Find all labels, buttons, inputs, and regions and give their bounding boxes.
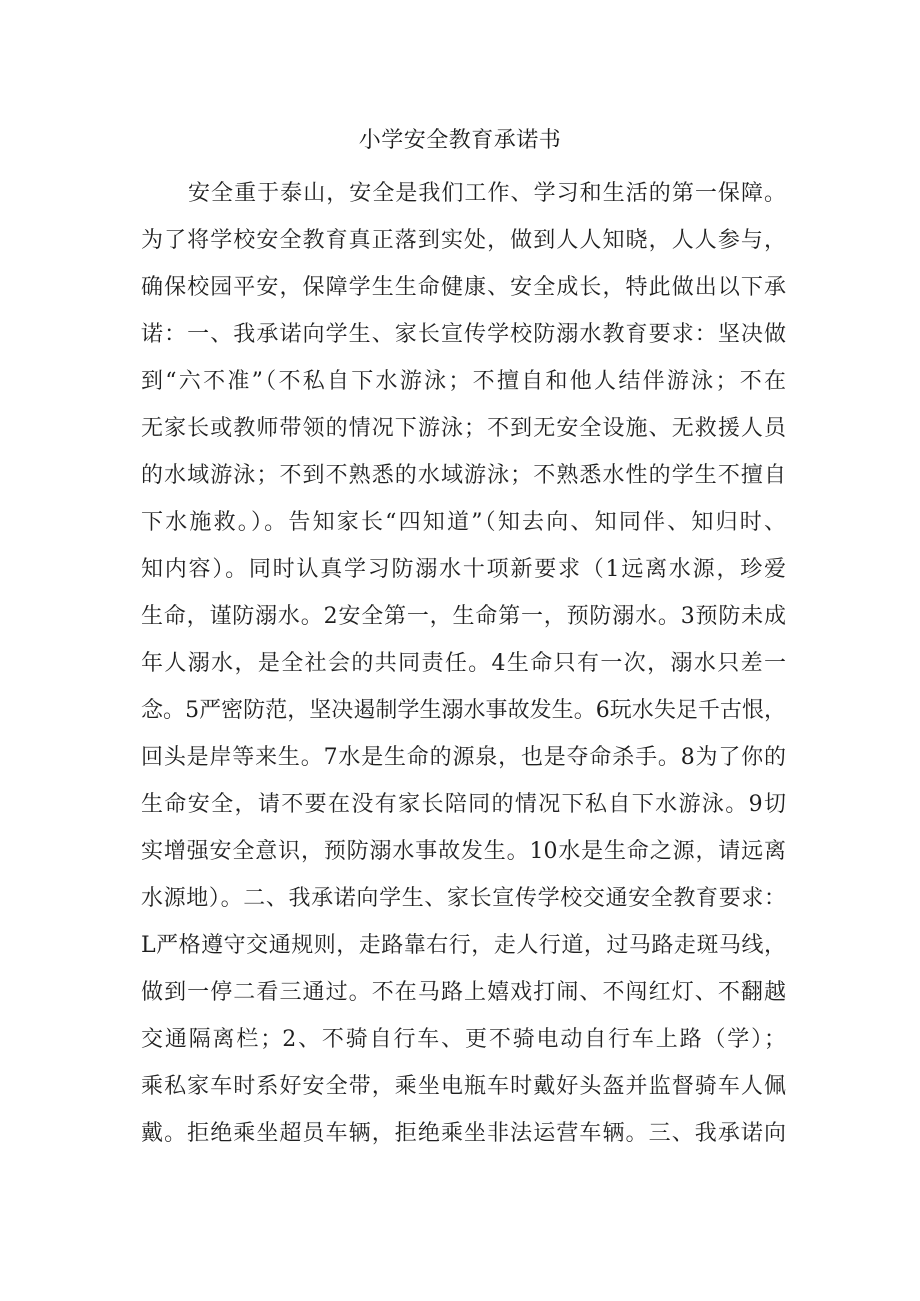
paragraph-line: 回头是岸等来生。7水是生命的源泉，也是夺命杀手。8为了你的 [141, 745, 786, 770]
document-body [141, 170, 786, 1157]
paragraph-line: 生命安全，请不要在没有家长陪同的情况下私自下水游泳。9切 [141, 792, 786, 817]
paragraph-line: 戴。拒绝乘坐超员车辆，拒绝乘坐非法运营车辆。三、我承诺向 [141, 1121, 786, 1146]
paragraph-line: 念。5严密防范，坚决遏制学生溺水事故发生。6玩水失足千古恨， [141, 698, 786, 723]
paragraph-line: 做到一停二看三通过。不在马路上嬉戏打闹、不闯红灯、不翻越 [141, 980, 786, 1005]
paragraph-line: 下水施救。）。告知家长“四知道”（知去向、知同伴、知归时、 [141, 510, 786, 535]
paragraph-line: 的水域游泳；不到不熟悉的水域游泳；不熟悉水性的学生不擅自 [141, 463, 786, 488]
paragraph-line: 为了将学校安全教育真正落到实处，做到人人知晓，人人参与， [141, 228, 786, 253]
paragraph-line: 知内容）。同时认真学习防溺水十项新要求（1远离水源，珍爱 [141, 557, 786, 582]
paragraph-line: 交通隔离栏；2、不骑自行车、更不骑电动自行车上路（学）； [141, 1027, 786, 1052]
paragraph-line: L严格遵守交通规则，走路靠右行，走人行道，过马路走斑马线， [141, 933, 786, 958]
paragraph-line: 无家长或教师带领的情况下游泳；不到无安全设施、无救援人员 [141, 416, 786, 441]
paragraph-line: 生命，谨防溺水。2安全第一，生命第一，预防溺水。3预防未成 [141, 604, 786, 629]
paragraph-line: 乘私家车时系好安全带，乘坐电瓶车时戴好头盔并监督骑车人佩 [141, 1074, 786, 1099]
paragraph-line: 确保校园平安，保障学生生命健康、安全成长，特此做出以下承 [141, 275, 786, 300]
paragraph-line: 安全重于泰山，安全是我们工作、学习和生活的第一保障。 [188, 181, 786, 206]
paragraph-line: 实增强安全意识，预防溺水事故发生。10水是生命之源，请远离 [141, 839, 786, 864]
document-title: 小学安全教育承诺书 [358, 128, 562, 153]
paragraph-line: 年人溺水，是全社会的共同责任。4生命只有一次，溺水只差一 [141, 651, 786, 676]
paragraph-line: 诺：一、我承诺向学生、家长宣传学校防溺水教育要求：坚决做 [141, 322, 786, 347]
paragraph-line: 到“六不准”（不私自下水游泳；不擅自和他人结伴游泳；不在 [141, 369, 786, 394]
paragraph-line: 水源地）。二、我承诺向学生、家长宣传学校交通安全教育要求： [141, 886, 786, 911]
